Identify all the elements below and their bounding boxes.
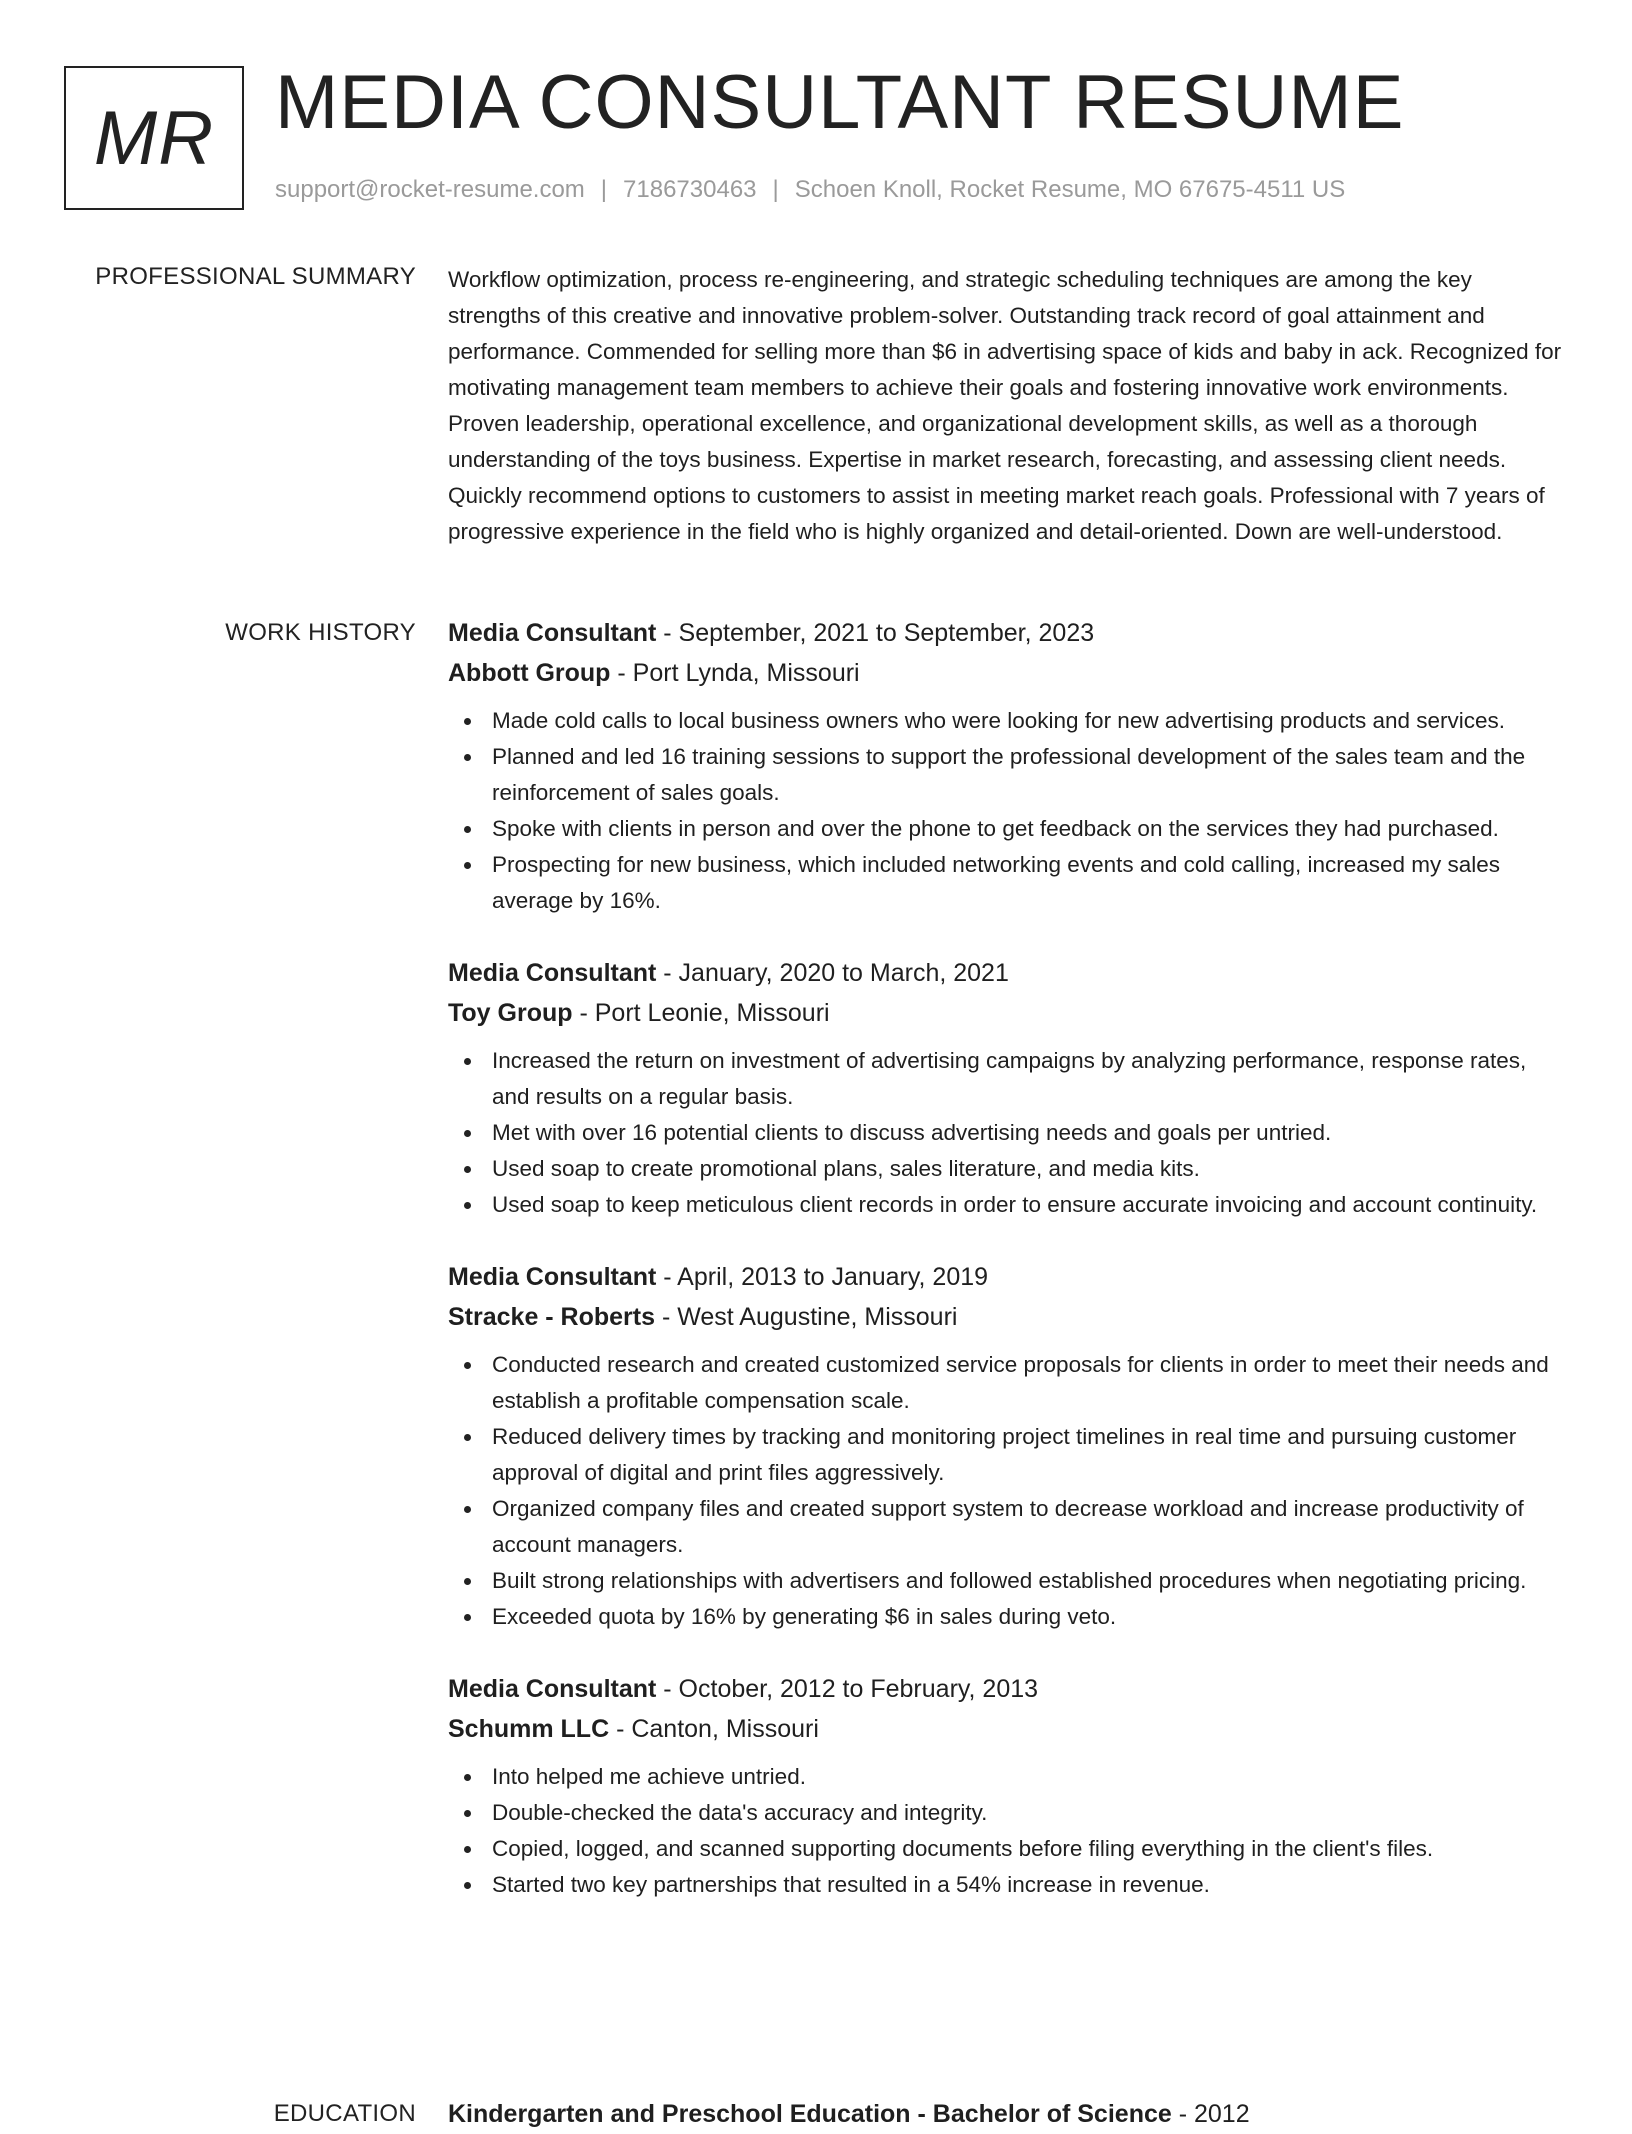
contact-email[interactable]: support@rocket-resume.com (275, 176, 585, 203)
job-bullet: Used soap to keep meticulous client records in order to ensure accurate invoicing and account continuity. (448, 1187, 1568, 1223)
job-company-line (448, 993, 1568, 1033)
job-bullet: Prospecting for new business, which included networking events and cold calling, increased my sales average by 16%. (448, 847, 1568, 919)
job-location: - Port Lynda, Missouri (610, 659, 860, 687)
job-bullet: Started two key partnerships that resulted in a 54% increase in revenue. (448, 1867, 1568, 1903)
job-location: - Port Leonie, Missouri (572, 999, 830, 1027)
job-bullet: Reduced delivery times by tracking and monitoring project timelines in real time and pursuing customer approval of digital and print files aggressively. (448, 1419, 1568, 1491)
job-bullet: Built strong relationships with advertisers and followed established procedures when negotiating pricing. (448, 1563, 1568, 1599)
job-title-line (448, 613, 1568, 653)
job-company-line (448, 653, 1568, 693)
job-dates: - September, 2021 to September, 2023 (656, 619, 1095, 647)
job-bullet: Planned and led 16 training sessions to support the professional development of the sales team and the reinforcement of sales goals. (448, 739, 1568, 811)
job-location: - Canton, Missouri (609, 1715, 819, 1743)
job-title-line (448, 1257, 1568, 1297)
job-entry (448, 1669, 1568, 1903)
job-bullet: Spoke with clients in person and over the phone to get feedback on the services they had purchased. (448, 811, 1568, 847)
education-degree: Kindergarten and Preschool Education - Bachelor of Science (448, 2100, 1172, 2128)
job-location: - West Augustine, Missouri (655, 1303, 958, 1331)
contact-separator: | (600, 176, 608, 203)
job-company-line (448, 1709, 1568, 1749)
job-bullet: Organized company files and created support system to decrease workload and increase productivity of account managers. (448, 1491, 1568, 1563)
job-bullet: Used soap to create promotional plans, sales literature, and media kits. (448, 1151, 1568, 1187)
contact-phone[interactable]: 7186730463 (623, 176, 757, 203)
job-title: Media Consultant (448, 959, 657, 987)
resume-title: MEDIA CONSULTANT RESUME (275, 60, 1405, 145)
job-bullet: Increased the return on investment of advertising campaigns by analyzing performance, response rates, and results on a regular basis. (448, 1043, 1568, 1115)
job-title: Media Consultant (448, 619, 657, 647)
education-year: - 2012 (1171, 2100, 1250, 2128)
job-bullet: Into helped me achieve untried. (448, 1759, 1568, 1795)
job-title: Media Consultant (448, 1675, 657, 1703)
job-bullets (448, 1759, 1568, 1903)
job-company: Toy Group (448, 999, 573, 1027)
job-dates: - January, 2020 to March, 2021 (656, 959, 1009, 987)
job-bullet: Double-checked the data's accuracy and integrity. (448, 1795, 1568, 1831)
contact-line (275, 175, 1345, 205)
job-entry (448, 1257, 1568, 1635)
job-bullet: Made cold calls to local business owners who were looking for new advertising products and services. (448, 703, 1568, 739)
section-heading-work: WORK HISTORY (225, 619, 416, 646)
job-company: Abbott Group (448, 659, 611, 687)
job-entry (448, 613, 1568, 919)
education-line (448, 2094, 1568, 2134)
monogram-logo (64, 66, 244, 210)
job-list (448, 613, 1568, 1937)
job-company: Schumm LLC (448, 1715, 610, 1743)
job-dates: - April, 2013 to January, 2019 (656, 1263, 989, 1291)
job-company: Stracke - Roberts (448, 1303, 656, 1331)
contact-separator: | (772, 176, 779, 203)
contact-address: Schoen Knoll, Rocket Resume, MO 67675-4511 US (794, 176, 1346, 203)
job-company-line (448, 1297, 1568, 1337)
section-heading-education: EDUCATION (273, 2100, 416, 2127)
job-bullets (448, 1347, 1568, 1635)
job-dates: - October, 2012 to February, 2013 (656, 1675, 1039, 1703)
job-bullets (448, 703, 1568, 919)
job-title-line (448, 953, 1568, 993)
job-entry (448, 953, 1568, 1223)
job-bullet: Conducted research and created customized service proposals for clients in order to meet their needs and establish a profitable compensation scale. (448, 1347, 1568, 1419)
job-bullets (448, 1043, 1568, 1223)
monogram-initials: MR (93, 95, 215, 181)
job-title: Media Consultant (448, 1263, 657, 1291)
summary-text: Workflow optimization, process re-engineering, and strategic scheduling techniques are among the key strengths of this creative and innovative problem-solver. Outstanding track record of goal attainment and performance. Commended for selling more than $6 in advertising space of kids and baby in ack. Recognized for motivating management team members to achieve their goals and fostering innovative work environments. Proven leadership, operational excellence, and organizational development skills, as well as a thorough understanding of the toys business. Expertise in market research, forecasting, and assessing client needs. Quickly recommend options to customers to assist in meeting market reach goals. Professional with 7 years of progressive experience in the field who is highly organized and detail-oriented. Down are well-understood. (448, 267, 1562, 544)
job-bullet: Met with over 16 potential clients to discuss advertising needs and goals per untried. (448, 1115, 1568, 1151)
job-bullet: Exceeded quota by 16% by generating $6 in sales during veto. (448, 1599, 1568, 1635)
section-heading-summary: PROFESSIONAL SUMMARY (95, 263, 416, 290)
job-bullet: Copied, logged, and scanned supporting documents before filing everything in the client's files. (448, 1831, 1568, 1867)
job-title-line (448, 1669, 1568, 1709)
